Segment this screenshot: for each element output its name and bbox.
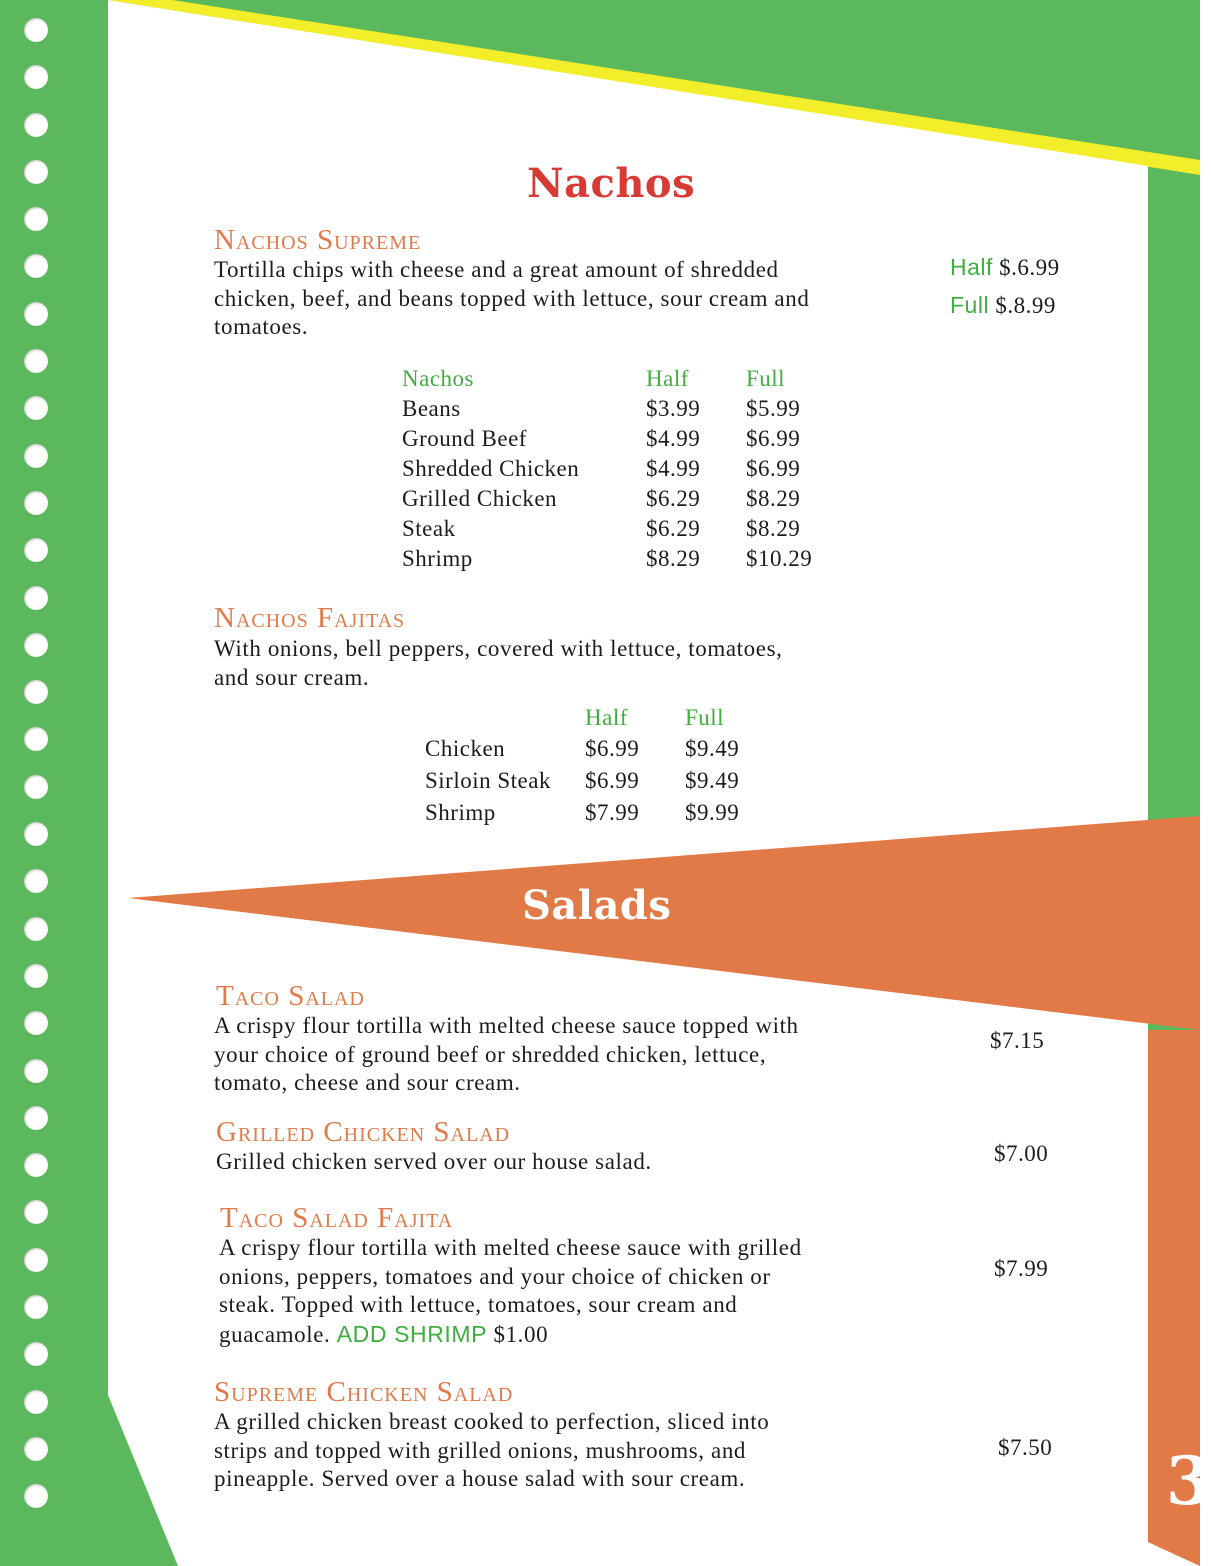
table-cell: $3.99	[646, 396, 701, 421]
binding-hole	[24, 254, 48, 278]
table-row	[425, 765, 739, 797]
table-row	[402, 514, 812, 544]
desc-line: A crispy flour tortilla with melted cheese sauce with grilled	[219, 1235, 802, 1260]
table-cell: Shredded Chicken	[402, 456, 580, 481]
nachos-supreme-full-price	[950, 292, 1056, 319]
table-cell: Grilled Chicken	[402, 486, 558, 511]
half-label: Half	[950, 254, 993, 280]
binding-hole	[24, 65, 48, 89]
table-row	[402, 424, 812, 454]
table-cell: $8.29	[746, 516, 801, 541]
desc-line: your choice of ground beef or shredded chicken, lettuce,	[214, 1041, 767, 1067]
table-row	[402, 394, 812, 424]
nachos-supreme-half-price	[950, 254, 1060, 281]
column-header: Nachos	[402, 366, 474, 391]
binding-hole	[24, 586, 48, 610]
desc-line: A crispy flour tortilla with melted cheese sauce topped with	[214, 1013, 799, 1038]
binding-hole	[24, 869, 48, 893]
binding-hole	[24, 775, 48, 799]
taco-salad-fajita-price: $7.99	[994, 1256, 1049, 1281]
item-desc-taco-salad-fajita	[219, 1234, 802, 1349]
table-cell: Steak	[402, 516, 456, 541]
table-cell: $6.29	[646, 516, 701, 541]
desc-line: Grilled chicken served over our house salad.	[216, 1149, 652, 1174]
table-row	[402, 454, 812, 484]
desc-line: pineapple. Served over a house salad with sour cream.	[214, 1466, 746, 1491]
binding-hole	[24, 917, 48, 941]
table-cell: $6.99	[585, 736, 640, 761]
column-header: Full	[746, 366, 786, 391]
price-value: $.6.99	[999, 255, 1060, 280]
binding-hole	[24, 1342, 48, 1366]
salads-heading: Salads	[522, 882, 672, 929]
item-desc-supreme-chicken-salad	[214, 1408, 769, 1494]
binding-hole	[24, 538, 48, 562]
desc-line: onions, peppers, tomatoes and your choice of chicken or	[219, 1263, 771, 1289]
table-cell: $6.29	[646, 486, 701, 511]
table-cell: Chicken	[425, 736, 506, 761]
item-desc-nachos-fajitas	[214, 635, 782, 692]
table-cell: Shrimp	[402, 546, 473, 571]
full-label: Full	[950, 292, 990, 318]
table-cell: $10.29	[746, 546, 813, 571]
binding-hole	[24, 113, 48, 137]
table-cell: $8.29	[746, 486, 801, 511]
binding-hole	[24, 396, 48, 420]
item-title-taco-salad: Taco Salad	[216, 980, 365, 1012]
table-row	[402, 544, 812, 574]
table-cell: Sirloin Steak	[425, 768, 551, 793]
binding-hole	[24, 349, 48, 373]
table-row	[402, 484, 812, 514]
binding-hole	[24, 964, 48, 988]
binding-hole	[24, 444, 48, 468]
binding-hole	[24, 302, 48, 326]
table-cell: $6.99	[585, 768, 640, 793]
item-title-taco-salad-fajita: Taco Salad Fajita	[220, 1202, 454, 1234]
grilled-chicken-salad-price: $7.00	[994, 1141, 1049, 1166]
column-header	[425, 703, 585, 733]
binding-hole	[24, 1295, 48, 1319]
table-cell: $5.99	[746, 396, 801, 421]
item-title-supreme-chicken-salad: Supreme Chicken Salad	[214, 1376, 514, 1408]
binding-hole	[24, 680, 48, 704]
add-shrimp-price: $1.00	[487, 1321, 549, 1347]
binding-hole	[24, 633, 48, 657]
desc-line: steak. Topped with lettuce, tomatoes, sour cream and	[219, 1292, 738, 1317]
table-cell: $4.99	[646, 456, 701, 481]
table-header-row	[425, 703, 739, 733]
binding-hole	[24, 160, 48, 184]
desc-line: A grilled chicken breast cooked to perfection, sliced into	[214, 1409, 770, 1434]
nachos-fajitas-price-table	[425, 703, 739, 829]
table-cell: $6.99	[746, 456, 801, 481]
column-header: Half	[646, 366, 689, 391]
binding-hole	[24, 1153, 48, 1177]
item-desc-taco-salad	[214, 1012, 799, 1098]
page-number: 3	[1166, 1442, 1212, 1520]
binding-hole	[24, 18, 48, 42]
desc-line: Tortilla chips with cheese and a great amount of shredded	[214, 257, 779, 282]
table-cell: $9.99	[685, 800, 740, 825]
table-row	[425, 797, 739, 829]
desc-line: strips and topped with grilled onions, mushrooms, and	[214, 1437, 747, 1463]
item-desc-nachos-supreme	[214, 256, 809, 342]
binding-hole	[24, 1484, 48, 1508]
binding-hole	[24, 1106, 48, 1130]
price-value: $.8.99	[995, 293, 1056, 318]
item-title-nachos-supreme: Nachos Supreme	[214, 224, 422, 256]
table-header-row	[402, 364, 812, 394]
taco-salad-price: $7.15	[990, 1028, 1045, 1053]
binding-holes	[24, 18, 50, 1532]
table-cell: $9.49	[685, 736, 740, 761]
column-header: Full	[685, 705, 725, 730]
item-title-nachos-fajitas: Nachos Fajitas	[214, 602, 406, 634]
nachos-price-table	[402, 364, 812, 574]
desc-line: tomatoes.	[214, 314, 309, 339]
column-header: Half	[585, 705, 628, 730]
add-shrimp-label: ADD SHRIMP	[336, 1320, 488, 1347]
table-cell: $8.29	[646, 546, 701, 571]
binding-hole	[24, 491, 48, 515]
desc-line: chicken, beef, and beans topped with lettuce, sour cream and	[214, 285, 810, 311]
binding-hole	[24, 822, 48, 846]
item-desc-grilled-chicken-salad	[216, 1148, 652, 1177]
table-cell: $6.99	[746, 426, 801, 451]
desc-line	[219, 1320, 802, 1350]
nachos-heading: Nachos	[527, 160, 696, 207]
table-cell: Shrimp	[425, 800, 496, 825]
supreme-chicken-salad-price: $7.50	[998, 1435, 1053, 1460]
item-title-grilled-chicken-salad: Grilled Chicken Salad	[216, 1116, 511, 1148]
table-cell: Ground Beef	[402, 426, 527, 451]
desc-line: tomato, cheese and sour cream.	[214, 1070, 521, 1095]
table-cell: $4.99	[646, 426, 701, 451]
binding-hole	[24, 727, 48, 751]
desc-line: and sour cream.	[214, 664, 370, 690]
binding-hole	[24, 1390, 48, 1414]
table-cell: Beans	[402, 396, 461, 421]
binding-hole	[24, 1200, 48, 1224]
table-cell: $9.49	[685, 768, 740, 793]
binding-hole	[24, 1011, 48, 1035]
binding-hole	[24, 1059, 48, 1083]
table-row	[425, 733, 739, 765]
binding-hole	[24, 1437, 48, 1461]
binding-hole	[24, 207, 48, 231]
desc-line: With onions, bell peppers, covered with lettuce, tomatoes,	[214, 636, 783, 661]
binding-hole	[24, 1248, 48, 1272]
table-cell: $7.99	[585, 800, 640, 825]
desc-text: guacamole.	[219, 1321, 337, 1347]
